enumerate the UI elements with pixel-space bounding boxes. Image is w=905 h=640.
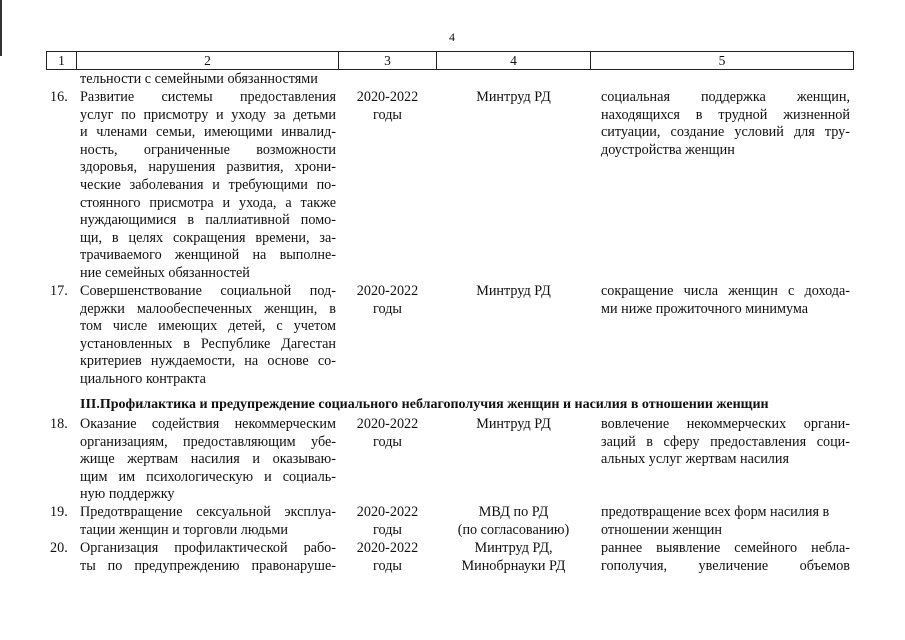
row-result (601, 89, 850, 159)
row-description (80, 540, 336, 575)
text-line: (по согласованию) (457, 521, 570, 538)
text-line: Развитие системы предоставления (80, 89, 336, 105)
text-line: вовлечение некоммерческих органи- (601, 416, 850, 432)
text-line: ческие заболевания и требующими по- (80, 176, 336, 193)
row-description (80, 89, 336, 283)
text-line: заций в сферу предоставления соци- (601, 433, 850, 450)
text-line: раннее выявление семейного небла- (601, 540, 850, 556)
section-heading: III.Профилактика и предупреждение социального неблагополучия женщин и насилия в отношении женщин (80, 397, 769, 412)
text-line: МВД по РД (478, 504, 549, 520)
text-line: годы (373, 433, 402, 450)
row-result (601, 540, 850, 575)
row-result (601, 504, 850, 539)
row-term (339, 504, 436, 539)
text-line: ность, ограниченные возможности (80, 141, 336, 158)
text-line: 2020-2022 (356, 89, 419, 105)
text-line: том числе имеющих детей, с учетом (80, 318, 336, 335)
text-line: годы (373, 106, 402, 123)
text-line: альных услуг жертвам насилия (601, 451, 789, 468)
row-executor (437, 416, 590, 434)
text-line: щим им психологическую и социаль- (80, 468, 336, 485)
text-line: годы (373, 300, 402, 317)
text-line: ситуации, создание условий для тру- (601, 124, 850, 141)
text-line: Минтруд РД (476, 416, 551, 432)
text-line: услуг по присмотру и уходу за детьми (80, 106, 336, 123)
row-description (80, 283, 336, 389)
text-line: Минтруд РД, (474, 540, 553, 556)
text-line: ние семейных обязанностей (80, 264, 250, 281)
text-line: держки малообеспеченных женщин, в (80, 300, 336, 317)
row-term (339, 540, 436, 575)
row-executor (437, 504, 590, 539)
text-line: щи, в целях сокращения времени, за- (80, 229, 336, 246)
row-result (601, 416, 850, 469)
text-line: 2020-2022 (356, 504, 419, 520)
text-line: циального контракта (80, 370, 206, 387)
row-number: 18. (50, 416, 68, 432)
row-executor (437, 283, 590, 301)
text-line: предотвращение всех форм насилия в (601, 504, 830, 520)
text-line: Минтруд РД (476, 283, 551, 299)
row-description (80, 504, 336, 539)
text-line: социальная поддержка женщин, (601, 89, 850, 105)
header-col-3: 3 (384, 53, 391, 68)
row-executor (437, 89, 590, 107)
text-line: Предотвращение сексуальной эксплуа- (80, 504, 336, 520)
text-line: трачиваемого женщиной на выполне- (80, 247, 336, 264)
row-number: 20. (50, 540, 68, 556)
page-number: 4 (449, 30, 455, 44)
text-line: ми ниже прожиточного минимума (601, 300, 809, 317)
text-line: ную поддержку (80, 486, 175, 503)
text-line: жище жертвам насилия и оказываю- (80, 451, 336, 468)
text-line: 2020-2022 (356, 283, 419, 299)
text-line: ты по предупреждению правонаруше- (80, 557, 336, 574)
text-line: организациям, предоставляющим убе- (80, 433, 336, 450)
row-number: 19. (50, 504, 68, 520)
continuation-line: тельности с семейными обязанностями (80, 71, 318, 87)
text-line: 2020-2022 (356, 416, 419, 432)
text-line: доустройства женщин (601, 141, 735, 158)
text-line: Минтруд РД (476, 89, 551, 105)
header-col-1: 1 (58, 53, 65, 68)
text-line: сокращение числа женщин с дохода- (601, 283, 850, 299)
row-executor (437, 540, 590, 575)
text-line: установленных в Республике Дагестан (80, 335, 336, 352)
header-bottom-rule (46, 69, 854, 70)
row-term (339, 89, 436, 124)
text-line: и членами семьи, имеющими инвалид- (80, 124, 336, 141)
row-number: 16. (50, 89, 68, 105)
text-line: отношении женщин (601, 521, 722, 538)
text-line: гополучия, увеличение объемов (601, 557, 850, 574)
text-line: здоровья, нарушения развития, хрони- (80, 159, 336, 176)
text-line: критериев нуждаемости, на основе со- (80, 353, 336, 370)
text-line: Организация профилактической рабо- (80, 540, 336, 556)
text-line: Оказание содействия некоммерческим (80, 416, 336, 432)
header-col-5: 5 (718, 53, 726, 68)
text-line: нуждающимися в паллиативной помо- (80, 212, 336, 229)
header-col-2: 2 (204, 53, 211, 68)
text-line: находящихся в трудной жизненной (601, 106, 850, 123)
row-number: 17. (50, 283, 68, 299)
row-result (601, 283, 850, 318)
row-term (339, 416, 436, 451)
text-line: тации женщин и торговли людьми (80, 521, 289, 538)
row-description (80, 416, 336, 504)
header-col-divider (853, 51, 854, 70)
scan-edge (0, 0, 2, 56)
text-line: Минобрнауки РД (461, 557, 566, 574)
text-line: годы (373, 521, 402, 538)
row-term (339, 283, 436, 318)
text-line: годы (373, 557, 402, 574)
header-col-4: 4 (510, 53, 517, 68)
text-line: 2020-2022 (356, 540, 419, 556)
text-line: Совершенствование социальной под- (80, 283, 336, 299)
text-line: стоянного присмотра и ухода, а также (80, 194, 336, 211)
